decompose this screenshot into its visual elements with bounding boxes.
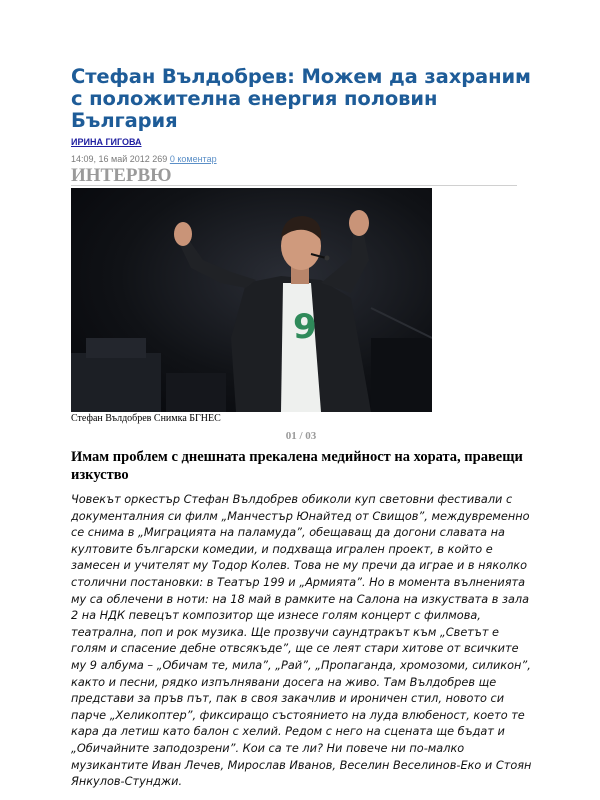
section-label: ИНТЕРВЮ — [71, 166, 517, 186]
comments-link[interactable]: 0 коментар — [169, 154, 217, 164]
article-body: Човекът оркестър Стефан Вълдобрев обиколи куп световни фестивали с документалния си филм „Манчестър Юнайтед от Свищов”, междувременно се снима в „Миграцията на паламуда”, обещаващ да догони славата на култовите български комедии, и подхваща игрален проект, в който е замесен и учителят му Тодор Колев. Това не му пречи да играе и в няколко столични постановки: в Театър 199 и „Армията”. Но в момента вълненията му са облечени в ноти: на 18 май в рамките на Салона на изкуствата в зала 2 на НДК певецът композитор ще изнесе голям концерт с филмова, театрална, поп и рок музика. Ще прозвучи саундтракът към „Светът е голям и спасение дебне отвсякъде”, ще се леят стари хитове от всичките му 9 албума – „Обичам те, мила”, „Рай”, „Пропаганда, хромозоми, силикон”, както и песни, рядко изпълнявани досега на живо. Там Вълдобрев ще представи за пръв път, пак в своя закачлив и ироничен стил, новото си парче „Хеликоптер”, фиксиращо състоянието на луда влюбеност, което те кара да летиш като балон с хелий. Редом с него на сцената ще бъдат и „Обичайните заподозрени”. Кои са те ли? Ни повече ни по-малко музикантите Иван Лечев, Мирослав Иванов, Веселин Веселинов-Еко и Стоян Янкулов-Стунджи. — [71, 493, 532, 789]
views-count: 269 — [152, 154, 168, 164]
publish-datetime: 14:09, 16 май 2012 — [71, 154, 150, 164]
gallery-pager[interactable]: 01 / 03 — [285, 430, 317, 442]
photo-caption: Стефан Вълдобрев Снимка БГНЕС — [71, 413, 221, 424]
article-subtitle: Имам проблем с днешната прекалена медийност на хората, правещи изкуство — [71, 449, 523, 483]
article-meta — [71, 154, 531, 165]
article — [71, 66, 531, 791]
performer-illustration — [71, 188, 432, 412]
shirt-number: 9 — [293, 307, 317, 347]
article-photo[interactable] — [71, 188, 432, 412]
author-link[interactable]: ИРИНА ГИГОВА — [71, 137, 142, 147]
article-title: Стефан Вълдобрев: Можем да захраним с положителна енергия половин България — [71, 65, 531, 132]
